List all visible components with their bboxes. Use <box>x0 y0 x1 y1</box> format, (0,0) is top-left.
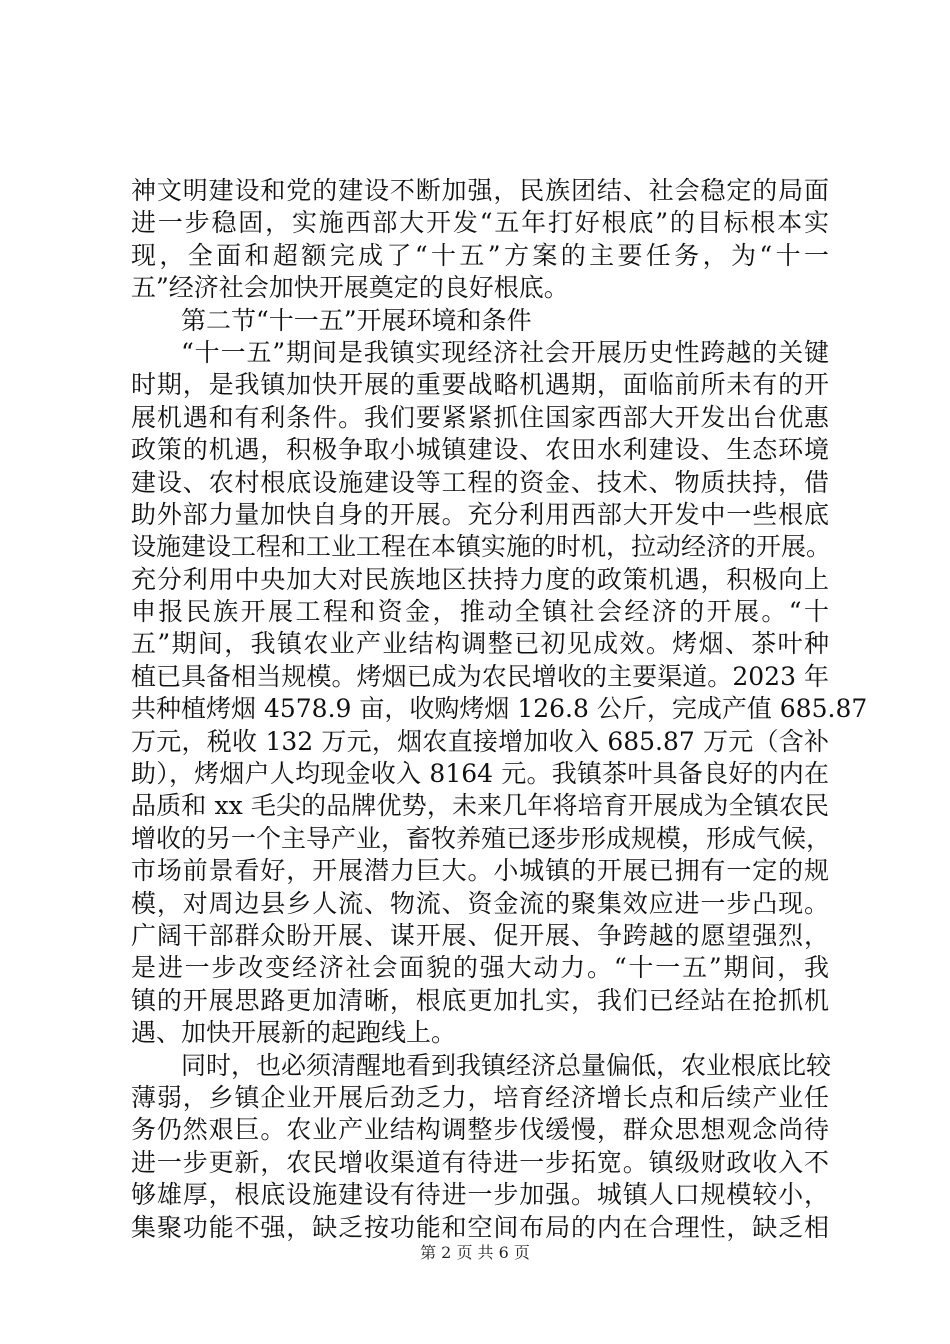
text-line: 时期，是我镇加快开展的重要战略机遇期，面临前所未有的开 <box>131 370 829 400</box>
text-line: 集聚功能不强，缺乏按功能和空间布局的内在合理性，缺乏相 <box>131 1212 829 1242</box>
text-line: 万元，税收 132 万元，烟农直接增加收入 685.87 万元（含补 <box>131 726 829 756</box>
text-line: 植已具备相当规模。烤烟已成为农民增收的主要渠道。2023 年 <box>131 661 829 691</box>
section-heading: 第二节“十一五”开展环境和条件 <box>181 305 532 335</box>
text-line: 五”经济社会加快开展奠定的良好根底。 <box>131 273 569 303</box>
document-body <box>131 175 868 1244</box>
text-line: 现，全面和超额完成了“十五”方案的主要任务，为“十一 <box>131 240 829 270</box>
text-line: 进一步稳固，实施西部大开发“五年打好根底”的目标根本实 <box>131 208 829 238</box>
text-line: 镇的开展思路更加清晰，根底更加扎实，我们已经站在抢抓机 <box>131 985 829 1015</box>
text-line: 进一步更新，农民增收渠道有待进一步拓宽。镇级财政收入不 <box>131 1147 829 1177</box>
text-line: 广阔干部群众盼开展、谋开展、促开展、争跨越的愿望强烈， <box>131 920 829 950</box>
text-line: 务仍然艰巨。农业产业结构调整步伐缓慢，群众思想观念尚待 <box>131 1115 829 1145</box>
text-line: 品质和 xx 毛尖的品牌优势，未来几年将培育开展成为全镇农民 <box>131 791 829 821</box>
text-line: 共种植烤烟 4578.9 亩，收购烤烟 126.8 公斤，完成产值 685.87 <box>131 694 868 724</box>
text-line: 充分利用中央加大对民族地区扶持力度的政策机遇，积极向上 <box>131 564 829 594</box>
text-line: 模，对周边县乡人流、物流、资金流的聚集效应进一步凸现。 <box>131 888 829 918</box>
text-line: 够雄厚，根底设施建设有待进一步加强。城镇人口规模较小， <box>131 1180 829 1210</box>
page-indicator: 第 2 页 共 6 页 <box>420 1243 530 1262</box>
text-line: 增收的另一个主导产业，畜牧养殖已逐步形成规模，形成气候， <box>131 823 832 853</box>
text-line: 神文明建设和党的建设不断加强，民族团结、社会稳定的局面 <box>131 176 829 205</box>
text-line: 建设、农村根底设施建设等工程的资金、技术、物质扶持，借 <box>131 467 829 497</box>
text-line: 展机遇和有利条件。我们要紧紧抓住国家西部大开发出台优惠 <box>131 402 829 432</box>
text-line: 薄弱，乡镇企业开展后劲乏力，培育经济增长点和后续产业任 <box>131 1082 829 1112</box>
text-line: 申报民族开展工程和资金，推动全镇社会经济的开展。“十 <box>131 597 829 627</box>
text-line: “十一五”期间是我镇实现经济社会开展历史性跨越的关键 <box>181 337 829 367</box>
text-line: 遇、加快开展新的起跑线上。 <box>131 1018 457 1048</box>
text-line: 市场前景看好，开展潜力巨大。小城镇的开展已拥有一定的规 <box>131 856 829 886</box>
text-line: 助外部力量加快自身的开展。充分利用西部大开发中一些根底 <box>131 499 829 529</box>
page-footer <box>0 1240 950 1263</box>
text-line: 同时，也必须清醒地看到我镇经济总量偏低，农业根底比较 <box>181 1050 832 1080</box>
text-line: 设施建设工程和工业工程在本镇实施的时机，拉动经济的开展。 <box>131 532 832 562</box>
text-line: 是进一步改变经济社会面貌的强大动力。“十一五”期间，我 <box>131 953 829 983</box>
text-line: 助），烤烟户人均现金收入 8164 元。我镇茶叶具备良好的内在 <box>131 759 829 789</box>
text-line: 政策的机遇，积极争取小城镇建设、农田水利建设、生态环境 <box>131 435 829 465</box>
text-line: 五”期间，我镇农业产业结构调整已初见成效。烤烟、茶叶种 <box>131 629 829 659</box>
